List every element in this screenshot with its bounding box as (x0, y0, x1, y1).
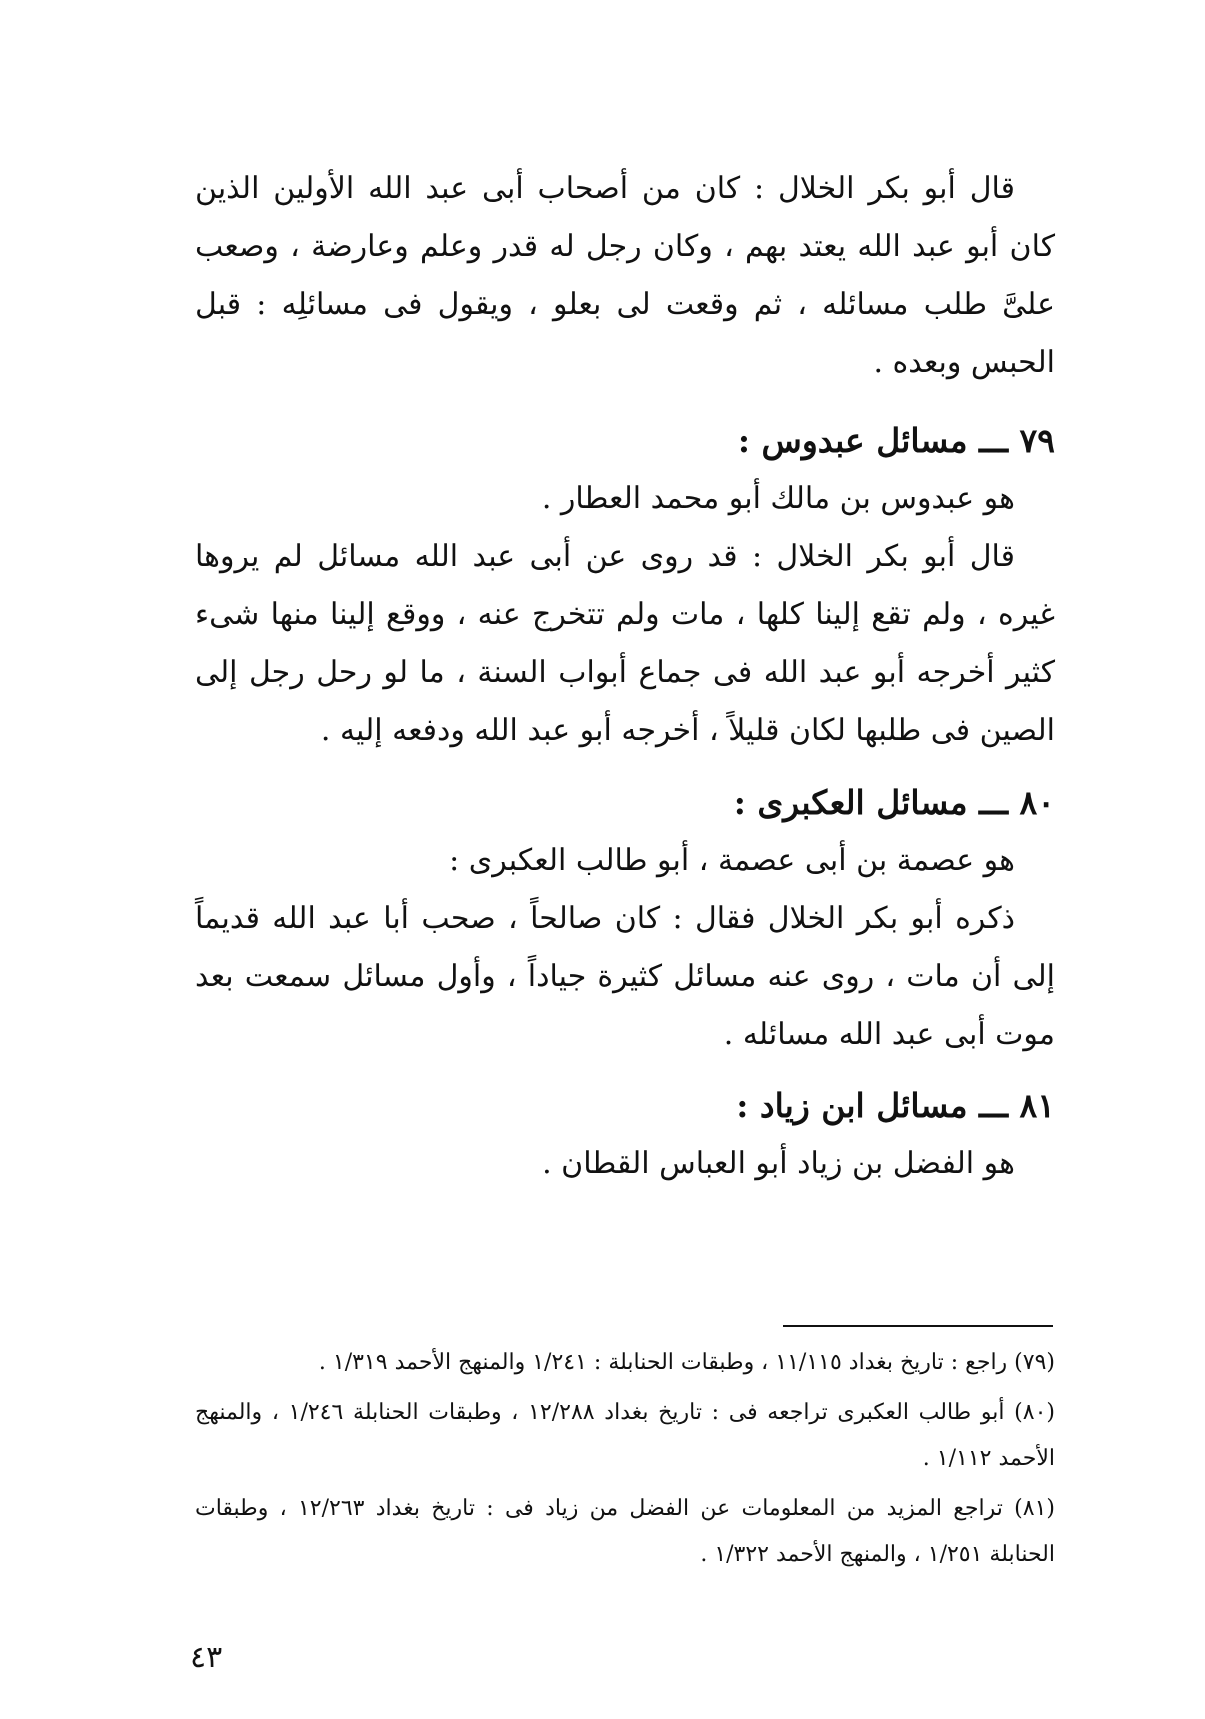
section-79-bio: هو عبدوس بن مالك أبو محمد العطار . (541, 481, 1015, 516)
intro-block (195, 160, 1055, 392)
section-81 (195, 1077, 1055, 1193)
section-80-bio: هو عصمة بن أبى عصمة ، أبو طالب العكبرى : (449, 843, 1015, 878)
section-80-text: ذكره أبو بكر الخلال فقال : كان صالحاً ، صحب أبا عبد الله قديماً إلى أن مات ، روى عنه مسائل كثيرة جياداً ، وأول مسائل سمعت بعد موت أبى عبد الله مسائله . (195, 901, 1055, 1052)
page-number: ٤٣ (190, 1640, 223, 1675)
section-80 (195, 774, 1055, 1064)
footnote-79: (٧٩) راجع : تاريخ بغداد ١١/١١٥ ، وطبقات الحنابلة : ١/٢٤١ والمنهج الأحمد ١/٣١٩ . (318, 1350, 1055, 1375)
footnote-80: (٨٠) أبو طالب العكبرى تراجعه فى : تاريخ بغداد ١٢/٢٨٨ ، وطبقات الحنابلة ١/٢٤٦ ، والمنهج الأحمد ١/١١٢ . (195, 1400, 1055, 1471)
section-79 (195, 412, 1055, 760)
intro-paragraph: قال أبو بكر الخلال : كان من أصحاب أبى عبد الله الأولين الذين كان أبو عبد الله يعتد بهم ، وكان رجل له قدر وعلم وعارضة ، وصعب علىَّ طلب مسائله ، ثم وقعت لى بعلو ، ويقول فى مسائلِه : قبل الحبس وبعده . (195, 171, 1055, 380)
footnote-divider (783, 1325, 1053, 1327)
section-79-heading: ٧٩ ـــ مسائل عبدوس : (737, 421, 1055, 460)
section-81-bio: هو الفضل بن زياد أبو العباس القطان . (542, 1146, 1015, 1181)
section-81-heading: ٨١ ـــ مسائل ابن زياد : (736, 1086, 1055, 1125)
footnotes (195, 1340, 1055, 1582)
section-80-heading: ٨٠ ـــ مسائل العكبرى : (733, 783, 1055, 822)
section-79-text: قال أبو بكر الخلال : قد روى عن أبى عبد الله مسائل لم يروها غيره ، ولم تقع إلينا كلها ، مات ولم تتخرج عنه ، ووقع إلينا منها شىء كثير أخرجه أبو عبد الله فى جماع أبواب السنة ، ما لو رحل رجل إلى الصين فى طلبها لكان قليلاً ، أخرجه أبو عبد الله ودفعه إليه . (195, 539, 1055, 748)
footnote-81: (٨١) تراجع المزيد من المعلومات عن الفضل من زياد فى : تاريخ بغداد ١٢/٢٦٣ ، وطبقات الحنابلة ١/٢٥١ ، والمنهج الأحمد ١/٣٢٢ . (195, 1496, 1055, 1567)
